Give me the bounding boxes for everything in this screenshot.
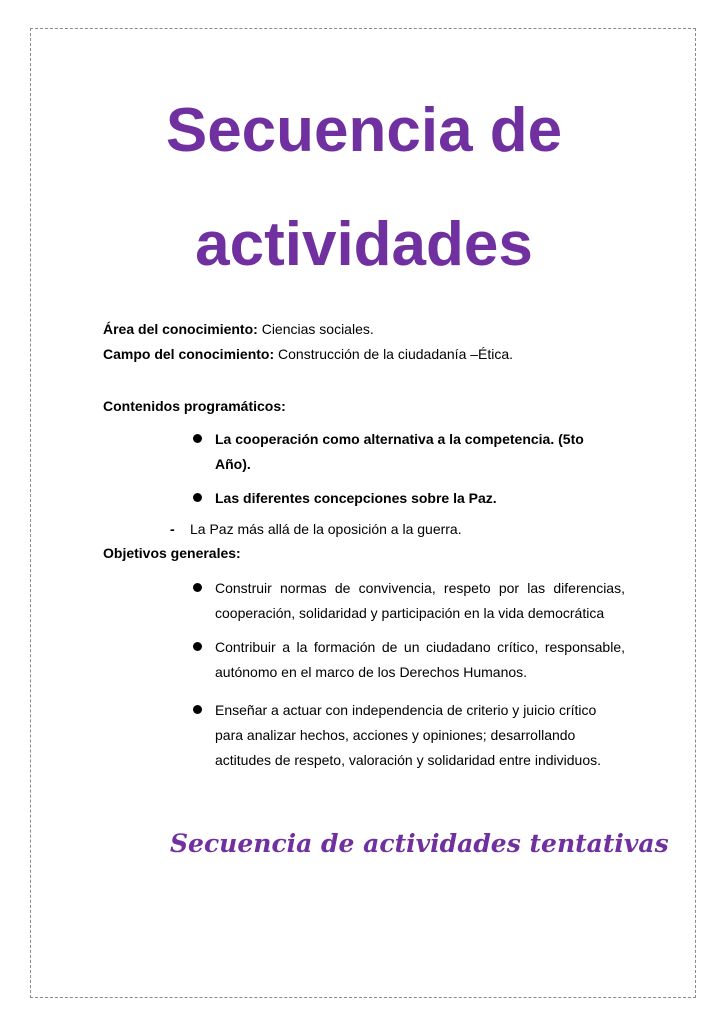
- contenido-item-1-line-1: La cooperación como alternativa a la competencia. (5to: [215, 431, 584, 447]
- campo-value: Construcción de la ciudadanía –Ética.: [274, 346, 514, 362]
- objetivos-heading: Objetivos generales:: [103, 545, 241, 561]
- area-value: Ciencias sociales.: [257, 321, 374, 337]
- objetivo-item-1: [215, 576, 625, 626]
- title-line-2: actividades: [195, 210, 533, 279]
- subtitle: Secuencia de actividades tentativas: [170, 829, 669, 858]
- objetivo-item-1-line-2: cooperación, solidaridad y participación en la vida democrática: [215, 605, 605, 621]
- objetivo-item-3: [215, 698, 625, 773]
- objetivo-item-1-line-1: Construir normas de convivencia, respeto por las diferencias,: [215, 580, 625, 596]
- objetivo-item-3-line-1: Enseñar a actuar con independencia de criterio y juicio crítico: [215, 702, 597, 718]
- contenido-item-1-line-2: Año).: [215, 456, 251, 472]
- campo-line: [103, 345, 513, 363]
- contenidos-heading: Contenidos programáticos:: [103, 398, 286, 414]
- objetivo-item-3-line-3: actitudes de respeto, valoración y solidaridad entre individuos.: [215, 752, 602, 768]
- area-line: [103, 320, 374, 338]
- title-line-1: Secuencia de: [165, 96, 563, 165]
- objetivo-item-2-line-1: Contribuir a la formación de un ciudadano crítico, responsable,: [215, 639, 625, 655]
- contenido-item-2: [215, 486, 625, 511]
- objetivo-item-3-line-2: para analizar hechos, acciones y opiniones; desarrollando: [215, 727, 576, 743]
- objetivo-item-2: [215, 635, 625, 685]
- bullet-icon: [193, 583, 202, 592]
- bullet-icon: [193, 434, 202, 443]
- contenido-sub-item: La Paz más allá de la oposición a la guerra.: [190, 521, 462, 537]
- bullet-icon: [193, 642, 202, 651]
- campo-label: Campo del conocimiento:: [103, 346, 275, 362]
- objetivo-item-2-line-2: autónomo en el marco de los Derechos Humanos.: [215, 664, 528, 680]
- bullet-icon: [193, 705, 202, 714]
- dash-marker: -: [170, 521, 175, 537]
- contenido-item-1: [215, 427, 625, 477]
- contenido-item-2-line-1: Las diferentes concepciones sobre la Paz.: [215, 490, 497, 506]
- area-label: Área del conocimiento:: [103, 321, 258, 337]
- bullet-icon: [193, 493, 202, 502]
